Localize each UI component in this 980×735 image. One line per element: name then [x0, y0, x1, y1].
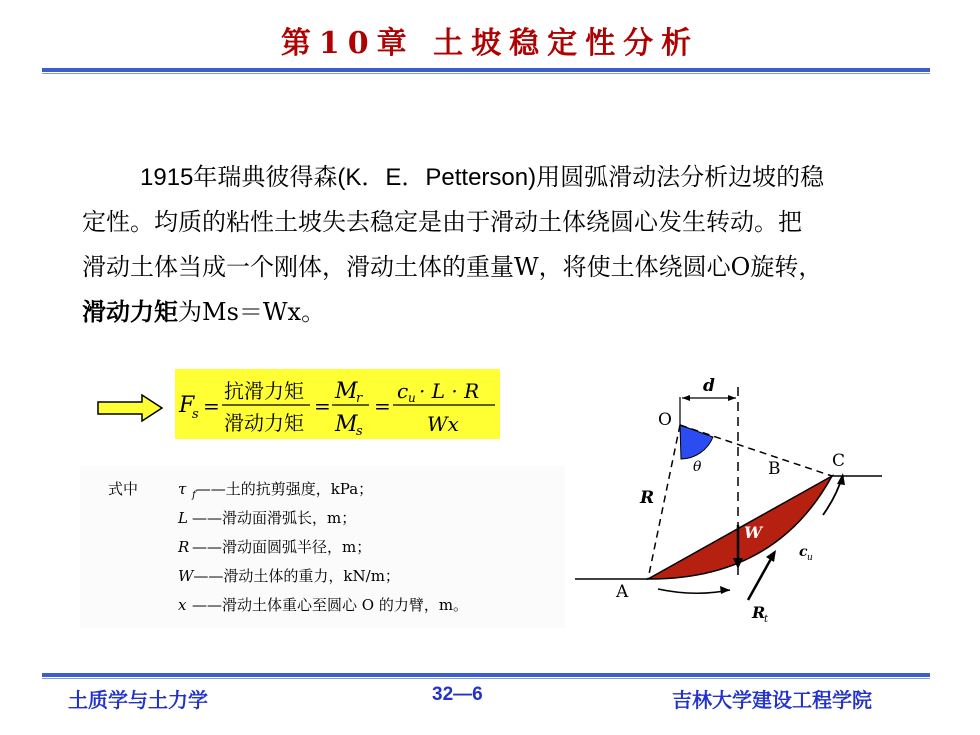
formula-ms-sub: s	[356, 424, 363, 439]
formula-lhs: F	[179, 393, 195, 418]
footer-rule	[42, 673, 930, 677]
formula-ms: M	[335, 412, 358, 437]
definition-row: x ——滑动土体重心至圆心 O 的力臂，m。	[178, 596, 469, 614]
formula-mr-sub: r	[356, 391, 363, 406]
paragraph-line-1: 1915年瑞典彼得森(K．E．Petterson)用圆弧滑动法分析边坡的稳	[140, 164, 825, 191]
label-theta: θ	[693, 459, 702, 475]
label-b: B	[768, 459, 781, 479]
definition-row: R ——滑动面圆弧半径，m；	[178, 538, 372, 556]
formula-cu-sub: u	[408, 391, 416, 405]
label-cu-sub: u	[807, 553, 813, 563]
paragraph-bold-term: 滑动力矩	[82, 298, 178, 326]
footer-institution: 吉林大学建设工程学院	[672, 688, 872, 712]
label-a: A	[616, 582, 629, 602]
label-w: W	[744, 523, 762, 542]
definition-row: L ——滑动面滑弧长，m；	[178, 509, 357, 527]
svg-text:=: =	[314, 394, 331, 418]
right-arrow-icon	[96, 393, 166, 423]
footer-rule-thin	[42, 678, 930, 679]
paragraph-line-3: 滑动土体当成一个刚体，滑动土体的重量W，将使土体绕圆心O旋转，	[82, 253, 823, 281]
label-o: O	[658, 410, 672, 430]
page-title: 第10章 土坡稳定性分析	[280, 26, 700, 61]
formula-denominator-text: 滑动力矩	[224, 411, 304, 435]
body-paragraph	[82, 155, 942, 335]
formula-mr: M	[335, 379, 358, 404]
header-rule-thin	[42, 73, 930, 74]
svg-text:=: =	[374, 394, 391, 418]
footer-course-name: 土质学与土力学	[68, 688, 208, 712]
formula-lhs-sub: s	[192, 407, 199, 422]
definitions-label: 式中	[108, 480, 139, 498]
label-rt: R	[752, 603, 766, 622]
formula-numerator-expr: · L · R	[419, 379, 480, 403]
paragraph-line-2: 定性。均质的粘性土坡失去稳定是由于滑动土体绕圆心发生转动。把	[82, 208, 802, 236]
symbol-definitions	[80, 466, 565, 628]
label-cu: c	[799, 544, 808, 560]
label-rt-sub: t	[764, 614, 769, 625]
formula-denominator-expr: Wx	[427, 412, 459, 436]
definition-row: W——滑动土体的重力，kN/m；	[178, 567, 400, 585]
definition-row: τ $_f$——土的抗剪强度，kPa；	[178, 480, 374, 501]
header-rule	[42, 68, 930, 72]
safety-factor-formula	[175, 369, 500, 439]
svg-text:=: =	[203, 394, 220, 418]
formula-numerator-text: 抗滑力矩	[224, 379, 304, 403]
formula-cu: c	[397, 379, 409, 403]
label-c: C	[832, 451, 846, 471]
footer-page-number: 32—6	[432, 684, 483, 705]
paragraph-line-4: 为Ms＝Wx。	[178, 298, 326, 326]
slope-slip-circle-diagram	[570, 375, 890, 630]
label-r: R	[640, 488, 655, 508]
label-d: d	[703, 376, 715, 396]
